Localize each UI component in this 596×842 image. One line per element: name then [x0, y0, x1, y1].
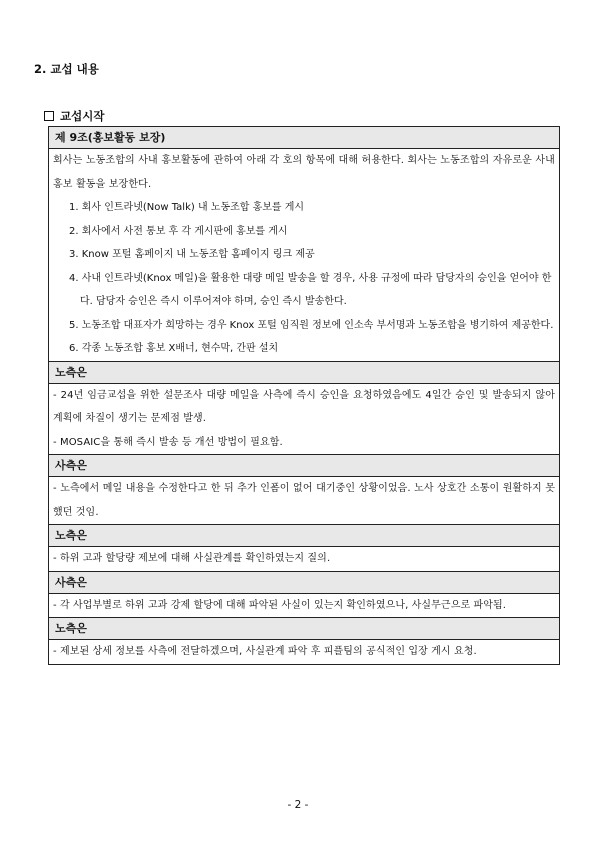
discussion-body	[49, 384, 559, 456]
discussion-line: - 각 사업부별로 하위 고과 강제 할당에 대해 파악된 사실이 있는지 확인하였으나, 사실무근으로 파악됨.	[53, 599, 507, 611]
checkbox-icon	[44, 111, 54, 121]
article-item-2: 2. 회사에서 사전 통보 후 각 게시판에 홍보를 게시	[69, 225, 288, 237]
article-item-1: 1. 회사 인트라넷(Now Talk) 내 노동조합 홍보를 게시	[69, 202, 305, 213]
article-item-3: 3. Know 포털 홈페이지 내 노동조합 홈페이지 링크 제공	[69, 249, 315, 260]
content-table	[48, 126, 560, 665]
discussion-line: - 24년 임금교섭을 위한 설문조사 대량 메일을 사측에 즉시 승인을 요청하였음에도 4일간 승인 및 발송되지 않아 계획에 차질이 생기는 문제점 발생.	[53, 389, 555, 424]
subsection-label: 교섭시작	[60, 109, 105, 123]
discussion-body	[49, 477, 559, 525]
article-body	[49, 149, 559, 362]
article-item-5: 5. 노동조합 대표자가 희망하는 경우 Knox 포털 임직원 정보에 인소속 부서명과 노동조합을 병기하여 제공한다.	[69, 319, 554, 331]
speaker-label: 노측은	[49, 362, 559, 384]
discussion-line: - 노측에서 메일 내용을 수정한다고 한 뒤 추가 인폼이 없어 대기중인 상황이었음. 노사 상호간 소통이 원활하지 못했던 것임.	[53, 483, 555, 518]
article-intro: 회사는 노동조합의 사내 홍보활동에 관하여 아래 각 호의 항목에 대해 허용한다. 회사는 노동조합의 자유로운 사내 홍보 활동을 보장한다.	[53, 155, 555, 190]
article-item-4: 4. 사내 인트라넷(Knox 메일)을 활용한 대량 메일 발송을 할 경우, 사용 규정에 따라 담당자의 승인을 얻어야 한다. 담당자 승인은 즉시 이루어져야 하며, 승인 즉시 발송한다.	[69, 272, 552, 307]
speaker-label: 사측은	[49, 455, 559, 477]
speaker-label: 노측은	[49, 525, 559, 547]
discussion-line: - MOSAIC을 통해 즉시 발송 등 개선 방법이 필요함.	[53, 436, 283, 448]
discussion-body	[49, 640, 559, 664]
article-title: 제 9조(홍보활동 보장)	[49, 127, 559, 149]
subsection-heading	[44, 108, 104, 124]
discussion-line: - 제보된 상세 정보를 사측에 전달하겠으며, 사실관계 파악 후 피플팀의 공식적인 입장 게시 요청.	[53, 646, 477, 657]
discussion-line: - 하위 고과 할당량 제보에 대해 사실관계를 확인하였는지 질의.	[53, 553, 331, 564]
section-heading: 2. 교섭 내용	[34, 62, 99, 76]
speaker-label: 노측은	[49, 618, 559, 640]
article-item-6: 6. 각종 노동조합 홍보 X배너, 현수막, 간판 설치	[69, 343, 279, 354]
discussion-body	[49, 547, 559, 572]
speaker-label: 사측은	[49, 572, 559, 594]
page-number: - 2 -	[287, 799, 309, 811]
discussion-body	[49, 594, 559, 619]
